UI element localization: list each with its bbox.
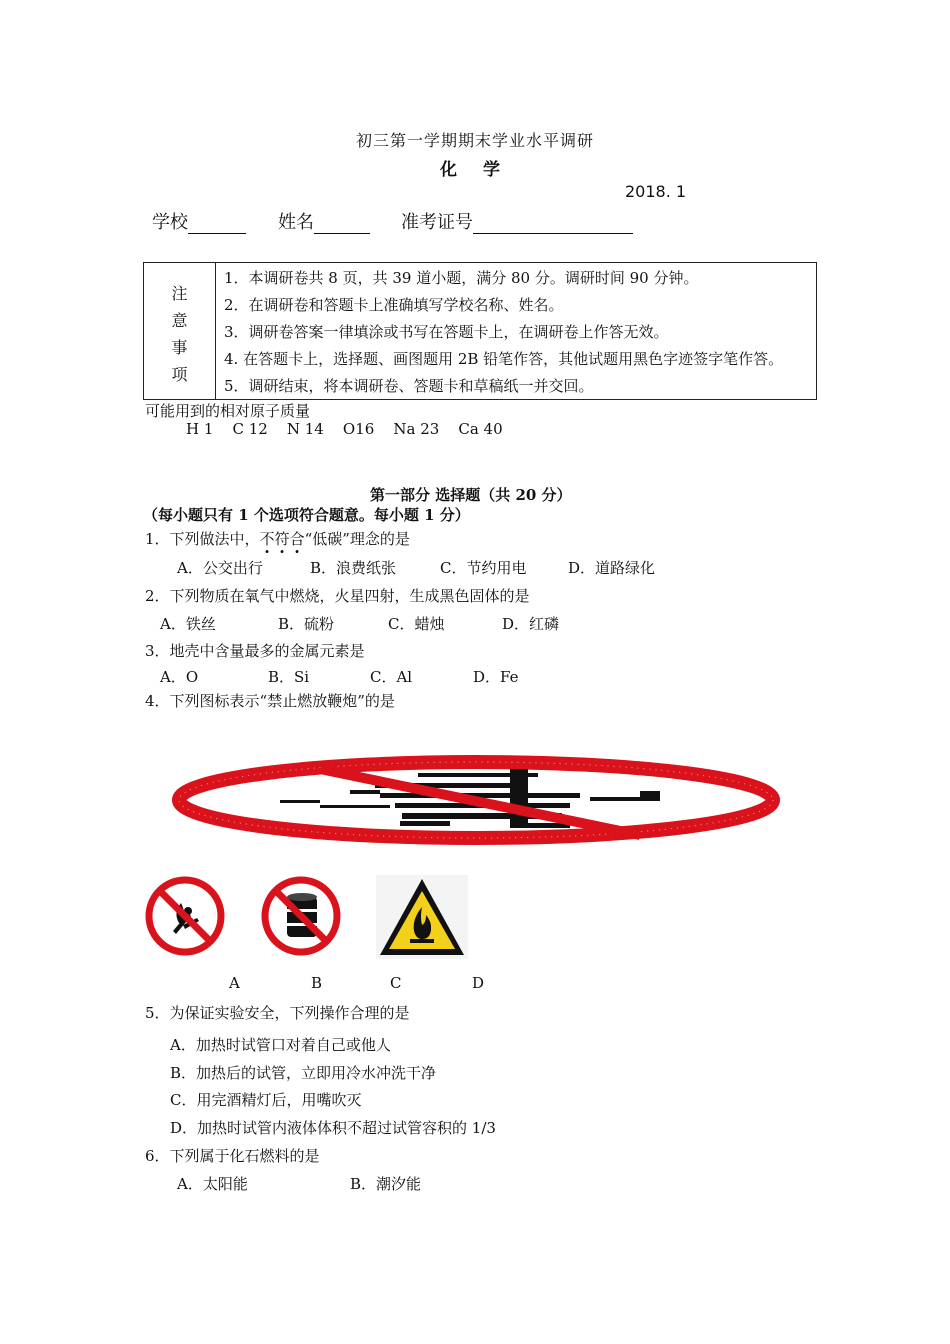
option-c[interactable]: C．Al — [370, 668, 413, 686]
subject-title: 化 学 — [440, 160, 510, 180]
notice-box — [143, 262, 817, 400]
name-field[interactable] — [278, 208, 370, 234]
exam-id-label: 准考证号 — [401, 212, 473, 233]
section-instruction: （每小题只有 1 个选项符合题意。每小题 1 分） — [143, 506, 470, 524]
option-b[interactable]: B．浪费纸张 — [310, 559, 397, 577]
no-fireworks-icon[interactable] — [170, 755, 782, 845]
exam-id-blank[interactable] — [473, 233, 633, 234]
option-d[interactable]: D．红磷 — [502, 615, 560, 633]
question-3-stem: 3．地壳中含量最多的金属元素是 — [145, 642, 365, 660]
notice-item: 5．调研结束，将本调研卷、答题卡和草稿纸一并交回。 — [224, 377, 594, 395]
option-a[interactable]: A．太阳能 — [177, 1175, 248, 1193]
option-a[interactable]: A．公交出行 — [177, 559, 263, 577]
option-a[interactable]: A．铁丝 — [160, 615, 216, 633]
question-2-stem: 2．下列物质在氧气中燃烧，火星四射，生成黑色固体的是 — [145, 587, 530, 605]
no-fireworks-icon[interactable] — [143, 873, 228, 958]
notice-heading-char: 项 — [171, 365, 188, 384]
notice-item: 2．在调研卷和答题卡上准确填写学校名称、姓名。 — [224, 296, 564, 314]
question-5-stem: 5．为保证实验安全，下列操作合理的是 — [145, 1004, 410, 1022]
option-d[interactable]: D．加热时试管内液体体积不超过试管容积的 1/3 — [170, 1119, 496, 1137]
notice-item: 1．本调研卷共 8 页，共 39 道小题，满分 80 分。调研时间 90 分钟。 — [224, 269, 699, 287]
exam-id-field[interactable] — [401, 208, 633, 234]
notice-heading — [144, 263, 216, 399]
option-c[interactable]: C．用完酒精灯后，用嘴吹灭 — [170, 1091, 362, 1109]
option-d-label: D — [472, 974, 485, 992]
exam-title: 初三第一学期期末学业水平调研 — [355, 131, 594, 150]
school-field[interactable] — [152, 208, 246, 234]
stem-text: “低碳”理念的是 — [304, 530, 410, 548]
option-d[interactable]: D．Fe — [473, 668, 519, 686]
question-4-stem: 4．下列图标表示“禁止燃放鞭炮”的是 — [145, 692, 395, 710]
option-b[interactable]: B．潮汐能 — [350, 1175, 422, 1193]
notice-item: 4. 在答题卡上，选择题、画图题用 2B 铅笔作答，其他试题用黑色字迹签字笔作答。 — [224, 350, 784, 368]
option-c-label: C — [390, 974, 402, 992]
stem-text: 1．下列做法中， — [145, 530, 260, 548]
emphasis-char: 不 — [259, 530, 275, 548]
no-explosives-icon[interactable] — [259, 873, 344, 958]
option-b[interactable]: B．Si — [268, 668, 310, 686]
atomic-mass-values: H 1 C 12 N 14 O16 Na 23 Ca 40 — [186, 420, 503, 438]
notice-item: 3．调研卷答案一律填涂或书写在答题卡上，在调研卷上作答无效。 — [224, 323, 669, 341]
notice-heading-char: 意 — [171, 311, 188, 330]
notice-heading-char: 事 — [171, 338, 188, 357]
name-blank[interactable] — [314, 233, 370, 234]
flammable-warning-icon[interactable] — [376, 875, 468, 959]
option-b[interactable]: B．加热后的试管，立即用冷水冲洗干净 — [170, 1064, 437, 1082]
section-title: 第一部分 选择题（共 20 分） — [370, 486, 572, 504]
school-label: 学校 — [152, 212, 188, 233]
school-blank[interactable] — [188, 233, 246, 234]
option-b-label: B — [311, 974, 323, 992]
emphasis-char: 合 — [289, 530, 305, 548]
exam-date: 2018. 1 — [625, 182, 687, 201]
option-d[interactable]: D．道路绿化 — [568, 559, 656, 577]
question-6-stem: 6．下列属于化石燃料的是 — [145, 1147, 320, 1165]
option-c[interactable]: C．蜡烛 — [388, 615, 445, 633]
question-1-stem — [145, 528, 410, 549]
notice-heading-char: 注 — [171, 284, 188, 303]
option-c[interactable]: C．节约用电 — [440, 559, 527, 577]
atomic-mass-label: 可能用到的相对原子质量 — [145, 402, 311, 420]
option-a-label: A — [229, 974, 240, 992]
option-a[interactable]: A．O — [160, 668, 199, 686]
name-label: 姓名 — [278, 212, 314, 233]
emphasis-char: 符 — [274, 530, 290, 548]
option-b[interactable]: B．硫粉 — [278, 615, 335, 633]
option-a[interactable]: A．加热时试管口对着自己或他人 — [170, 1036, 391, 1054]
